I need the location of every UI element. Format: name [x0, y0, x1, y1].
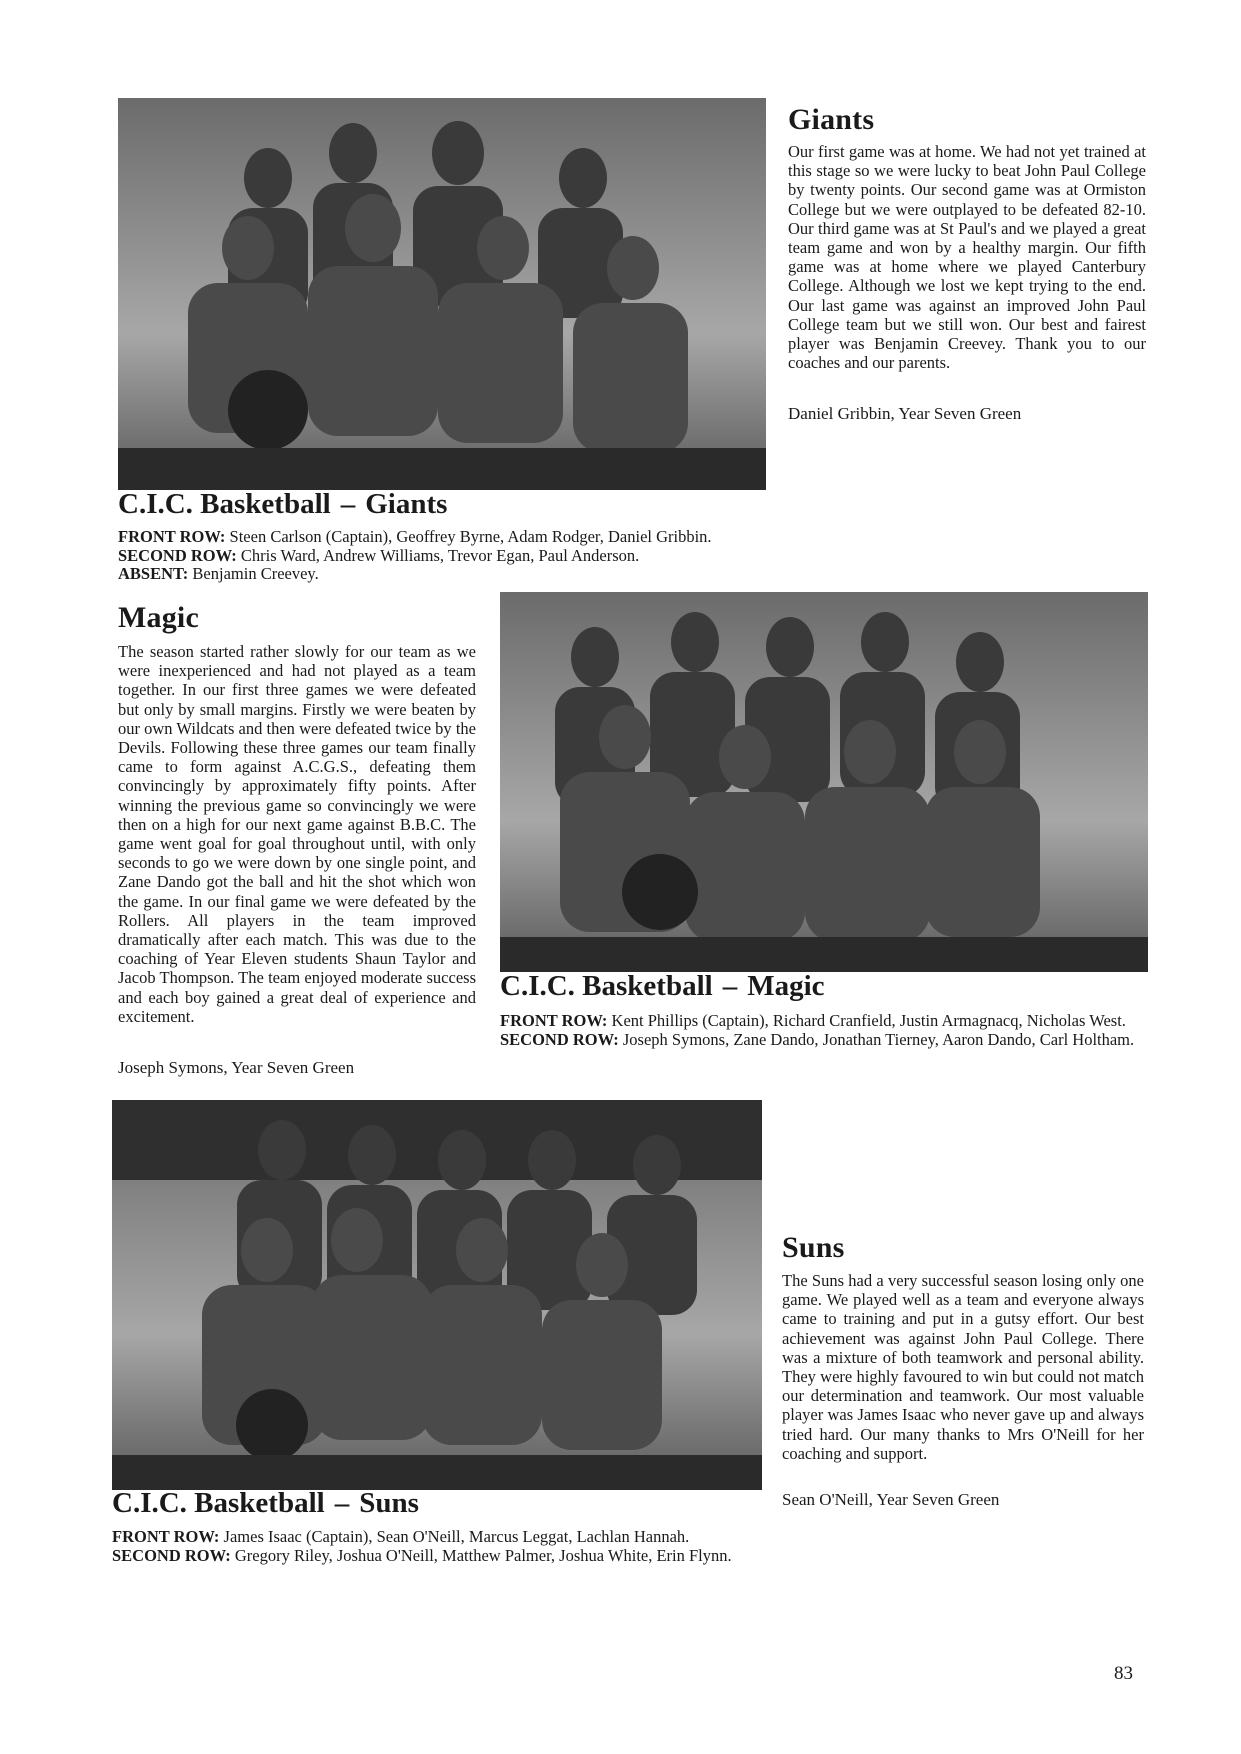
- giants-team-photo: [118, 98, 766, 490]
- giants-roster: [118, 528, 778, 584]
- caption-team: Magic: [747, 970, 825, 1002]
- magic-heading: Magic: [118, 601, 199, 634]
- caption-team: Suns: [359, 1487, 419, 1519]
- magic-team-photo: [500, 592, 1148, 972]
- roster-front-row: FRONT ROW: Kent Phillips (Captain), Richard Cranfield, Justin Armagnacq, Nicholas West.: [500, 1011, 1126, 1030]
- caption-dash: –: [722, 970, 738, 1002]
- caption-dash: –: [334, 1487, 350, 1519]
- caption-team: Giants: [365, 488, 448, 520]
- page-number: 83: [1114, 1663, 1133, 1684]
- suns-caption-title: [112, 1487, 419, 1520]
- caption-club: C.I.C. Basketball: [118, 488, 331, 520]
- roster-second-row: SECOND ROW: Chris Ward, Andrew Williams, Trevor Egan, Paul Anderson.: [118, 545, 640, 565]
- roster-second-row: SECOND ROW: Joseph Symons, Zane Dando, Jonathan Tierney, Aaron Dando, Carl Holtham.: [500, 1029, 1135, 1049]
- suns-heading: Suns: [782, 1231, 845, 1264]
- giants-report: Our first game was at home. We had not yet trained at this stage so we were lucky to beat John Paul College by twenty points. Our second game was at Ormiston College but we were outplayed to be defeated 82-10. Our third game was at St Paul's and we played a great team game and won by a healthy margin. Our fifth game was at home where we played Canterbury College. Although we lost we kept trying to the end. Our last game was against an improved John Paul College team but we still won. Our best and fairest player was Benjamin Creevey. Thank you to our coaches and our parents.: [788, 142, 1146, 373]
- roster-absent: ABSENT: Benjamin Creevey.: [118, 564, 319, 583]
- magic-caption-title: [500, 970, 825, 1003]
- caption-club: C.I.C. Basketball: [112, 1487, 325, 1519]
- roster-front-row: FRONT ROW: Steen Carlson (Captain), Geoffrey Byrne, Adam Rodger, Daniel Gribbin.: [118, 527, 712, 546]
- caption-dash: –: [340, 488, 356, 520]
- magic-roster: [500, 1012, 1145, 1049]
- giants-heading: Giants: [788, 103, 875, 136]
- suns-report: The Suns had a very successful season losing only one game. We played well as a team and everyone always came to training and put in a gutsy effort. Our best achievement was against John Paul College. There was a mixture of both teamwork and personal ability. They were highly favoured to win but could not match our determination and teamwork. Our most valuable player was James Isaac who never gave up and always tried hard. Our many thanks to Mrs O'Neill for her coaching and support.: [782, 1271, 1144, 1463]
- suns-author: Sean O'Neill, Year Seven Green: [782, 1490, 1000, 1509]
- roster-front-row: FRONT ROW: James Isaac (Captain), Sean O'Neill, Marcus Leggat, Lachlan Hannah.: [112, 1527, 690, 1546]
- suns-team-photo: [112, 1100, 762, 1490]
- giants-caption-title: [118, 488, 447, 521]
- magic-report: The season started rather slowly for our team as we were inexperienced and had not played as a team together. In our first three games we were defeated but only by small margins. Firstly we were beaten by our own Wildcats and then were defeated twice by the Devils. Following these three games our team finally came to form against A.C.G.S., defeating them convincingly by approximately fifty points. After winning the previous game so convincingly we were then on a high for our next game against B.B.C. The game went goal for goal throughout until, with only seconds to go we were down by one single point, and Zane Dando got the ball and hit the shot which won the game. In our final game we were defeated by the Rollers. All players in the team improved dramatically after each match. This was due to the coaching of Year Eleven students Shaun Taylor and Jacob Thompson. The team enjoyed moderate success and each boy gained a great deal of experience and excitement.: [118, 642, 476, 1026]
- roster-second-row: SECOND ROW: Gregory Riley, Joshua O'Neill, Matthew Palmer, Joshua White, Erin Flynn.: [112, 1545, 732, 1565]
- caption-club: C.I.C. Basketball: [500, 970, 713, 1002]
- suns-roster: [112, 1528, 762, 1565]
- magic-author: Joseph Symons, Year Seven Green: [118, 1058, 355, 1077]
- giants-author: Daniel Gribbin, Year Seven Green: [788, 404, 1022, 423]
